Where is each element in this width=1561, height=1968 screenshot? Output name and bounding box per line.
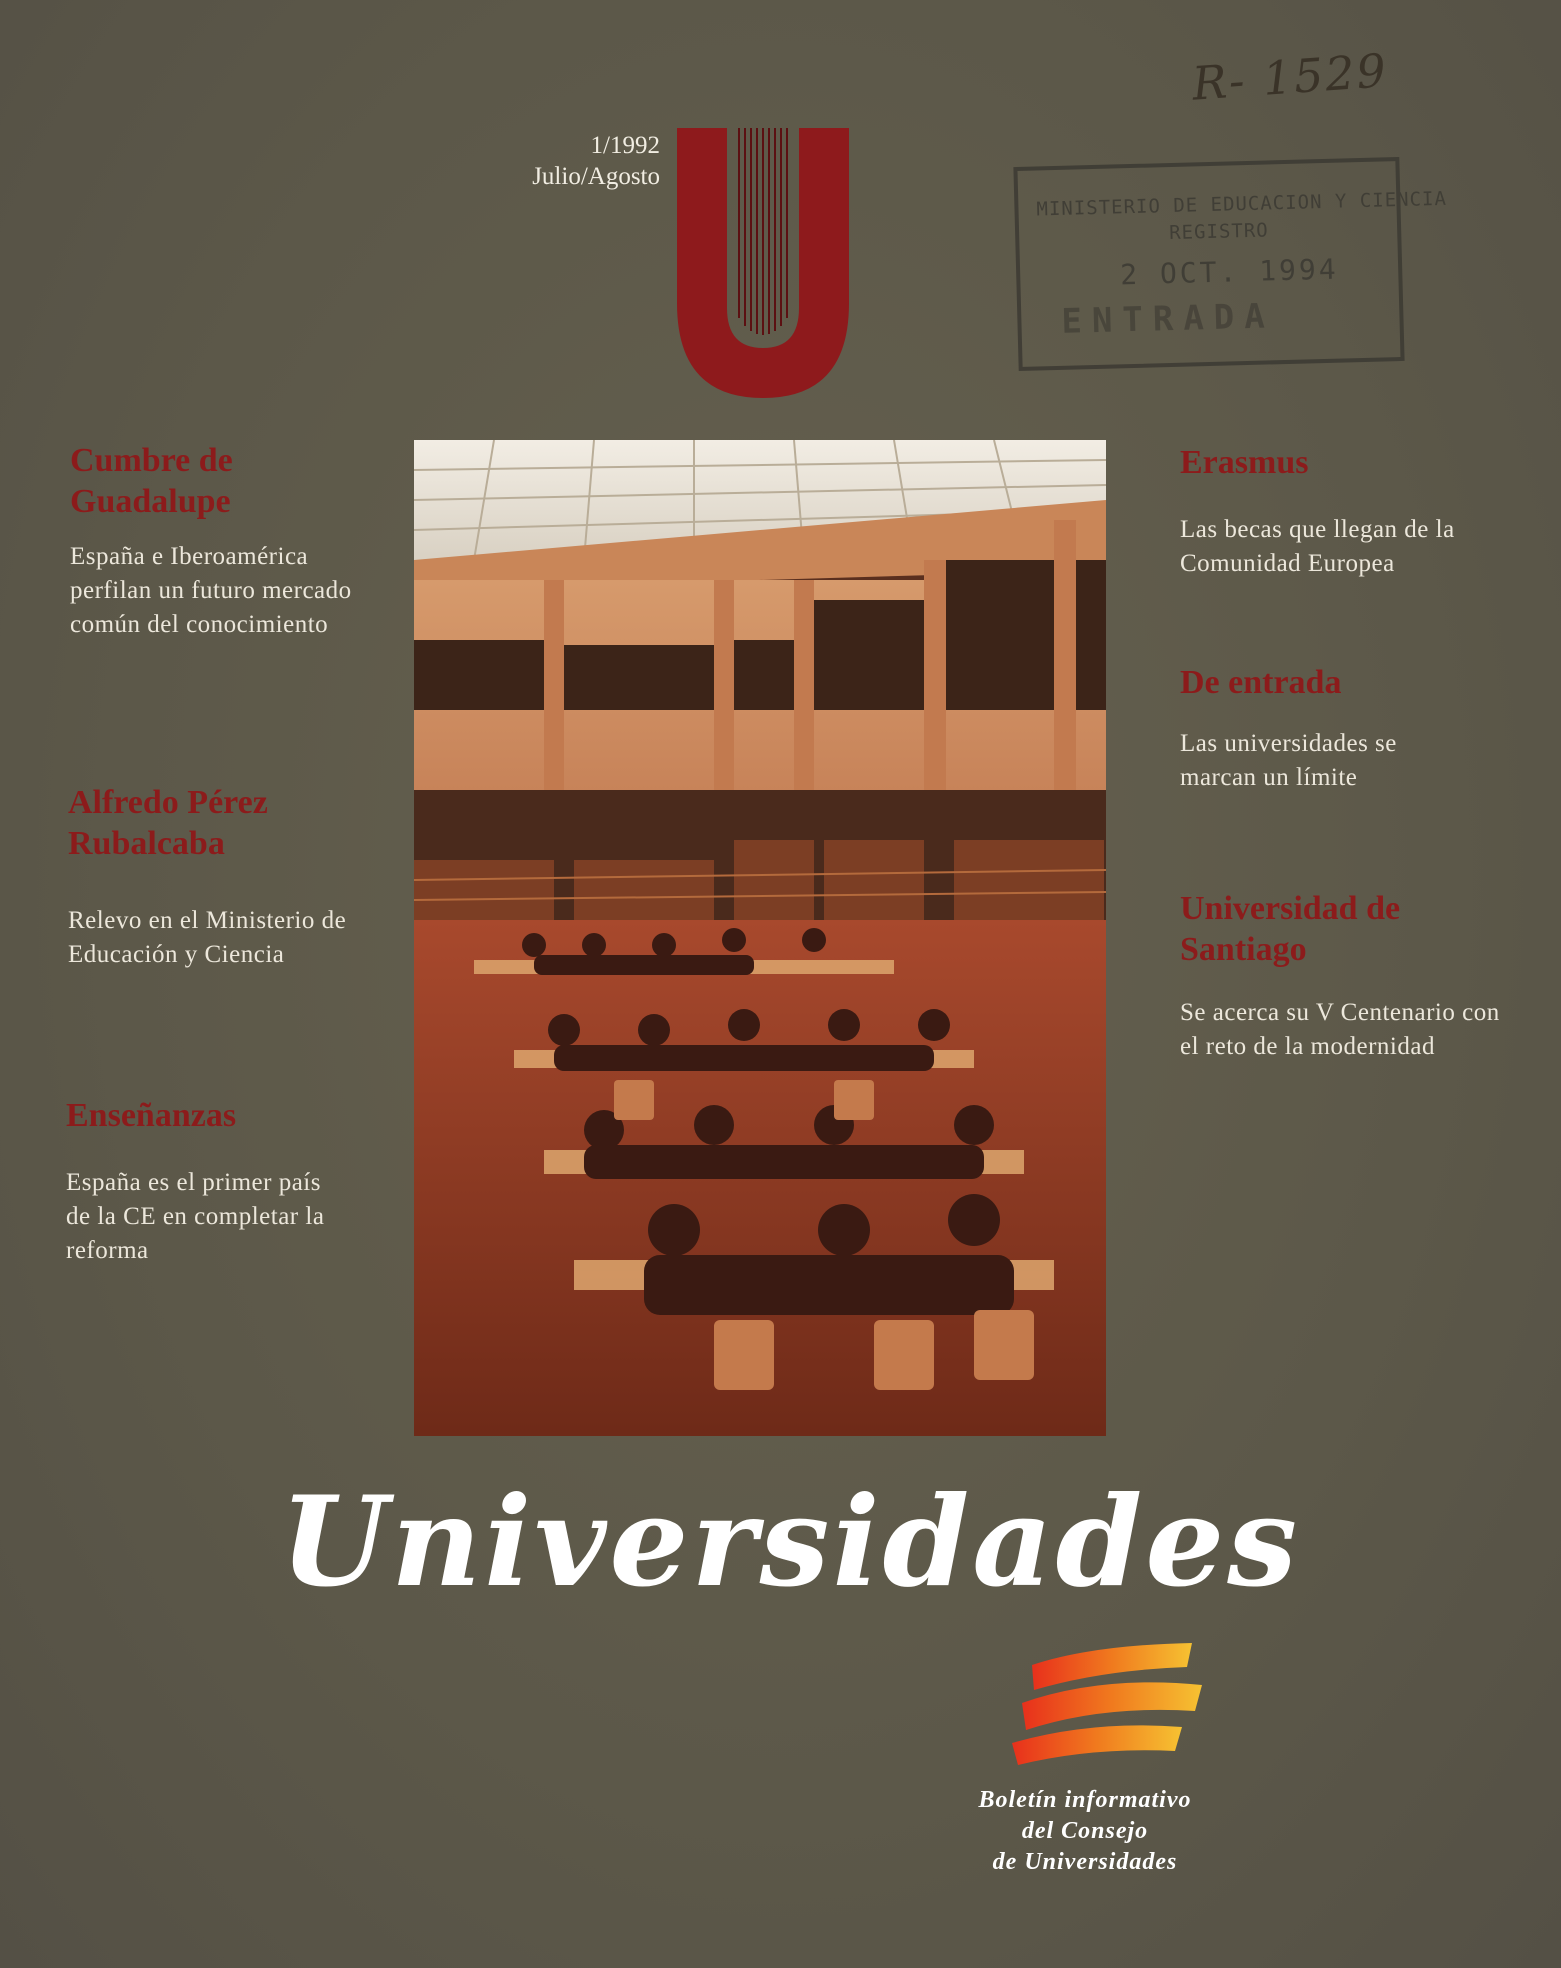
article-universidad-santiago (1180, 888, 1500, 1064)
article-description: España es el primer país de la CE en completar la reforma (66, 1169, 325, 1264)
article-description: Se acerca su V Centenario con el reto de la modernidad (1180, 999, 1500, 1060)
article-description: Las becas que llegan de la Comunidad Europea (1180, 516, 1455, 577)
library-reading-room-photo (414, 440, 1106, 1436)
stamp-line-4: ENTRADA (1060, 296, 1276, 342)
article-description: Relevo en el Ministerio de Educación y Ciencia (68, 907, 347, 968)
flame-stripes-logo-icon (1012, 1635, 1207, 1765)
article-erasmus (1180, 442, 1480, 581)
article-description: Las universidades se marcan un límite (1180, 730, 1397, 791)
article-perez-rubalcaba (68, 782, 368, 972)
u-letter-logo-icon (677, 128, 849, 398)
issue-number: 1/1992 (590, 132, 660, 159)
tagline-line-1: Boletín informativo (978, 1787, 1192, 1813)
stamp-line-2: REGISTRO (1168, 219, 1269, 245)
article-de-entrada (1180, 662, 1480, 795)
stamp-line-1: MINISTERIO DE EDUCACION Y CIENCIA (1036, 187, 1448, 221)
article-heading: Alfredo Pérez Rubalcaba (68, 784, 268, 862)
article-description: España e Iberoamérica perfilan un futuro mercado común del conocimiento (70, 543, 352, 638)
article-heading: Enseñanzas (66, 1097, 237, 1134)
registry-stamp (1013, 157, 1448, 371)
stamp-line-3: 2 OCT. 1994 (1119, 252, 1340, 292)
publisher-tagline (930, 1785, 1240, 1878)
issue-period: Julio/Agosto (532, 163, 660, 190)
article-heading: De entrada (1180, 664, 1342, 701)
article-heading: Universidad de Santiago (1180, 890, 1401, 968)
masthead-title: Universidades (280, 1470, 1301, 1615)
issue-info (470, 130, 660, 192)
handwritten-code: R- 1529 (1190, 43, 1390, 111)
article-heading: Cumbre de Guadalupe (70, 442, 233, 520)
article-heading: Erasmus (1180, 444, 1309, 481)
tagline-line-2: del Consejo (1021, 1818, 1149, 1844)
article-ensenanzas (66, 1095, 366, 1268)
article-cumbre-guadalupe (70, 440, 370, 642)
tagline-line-3: de Universidades (992, 1849, 1178, 1875)
